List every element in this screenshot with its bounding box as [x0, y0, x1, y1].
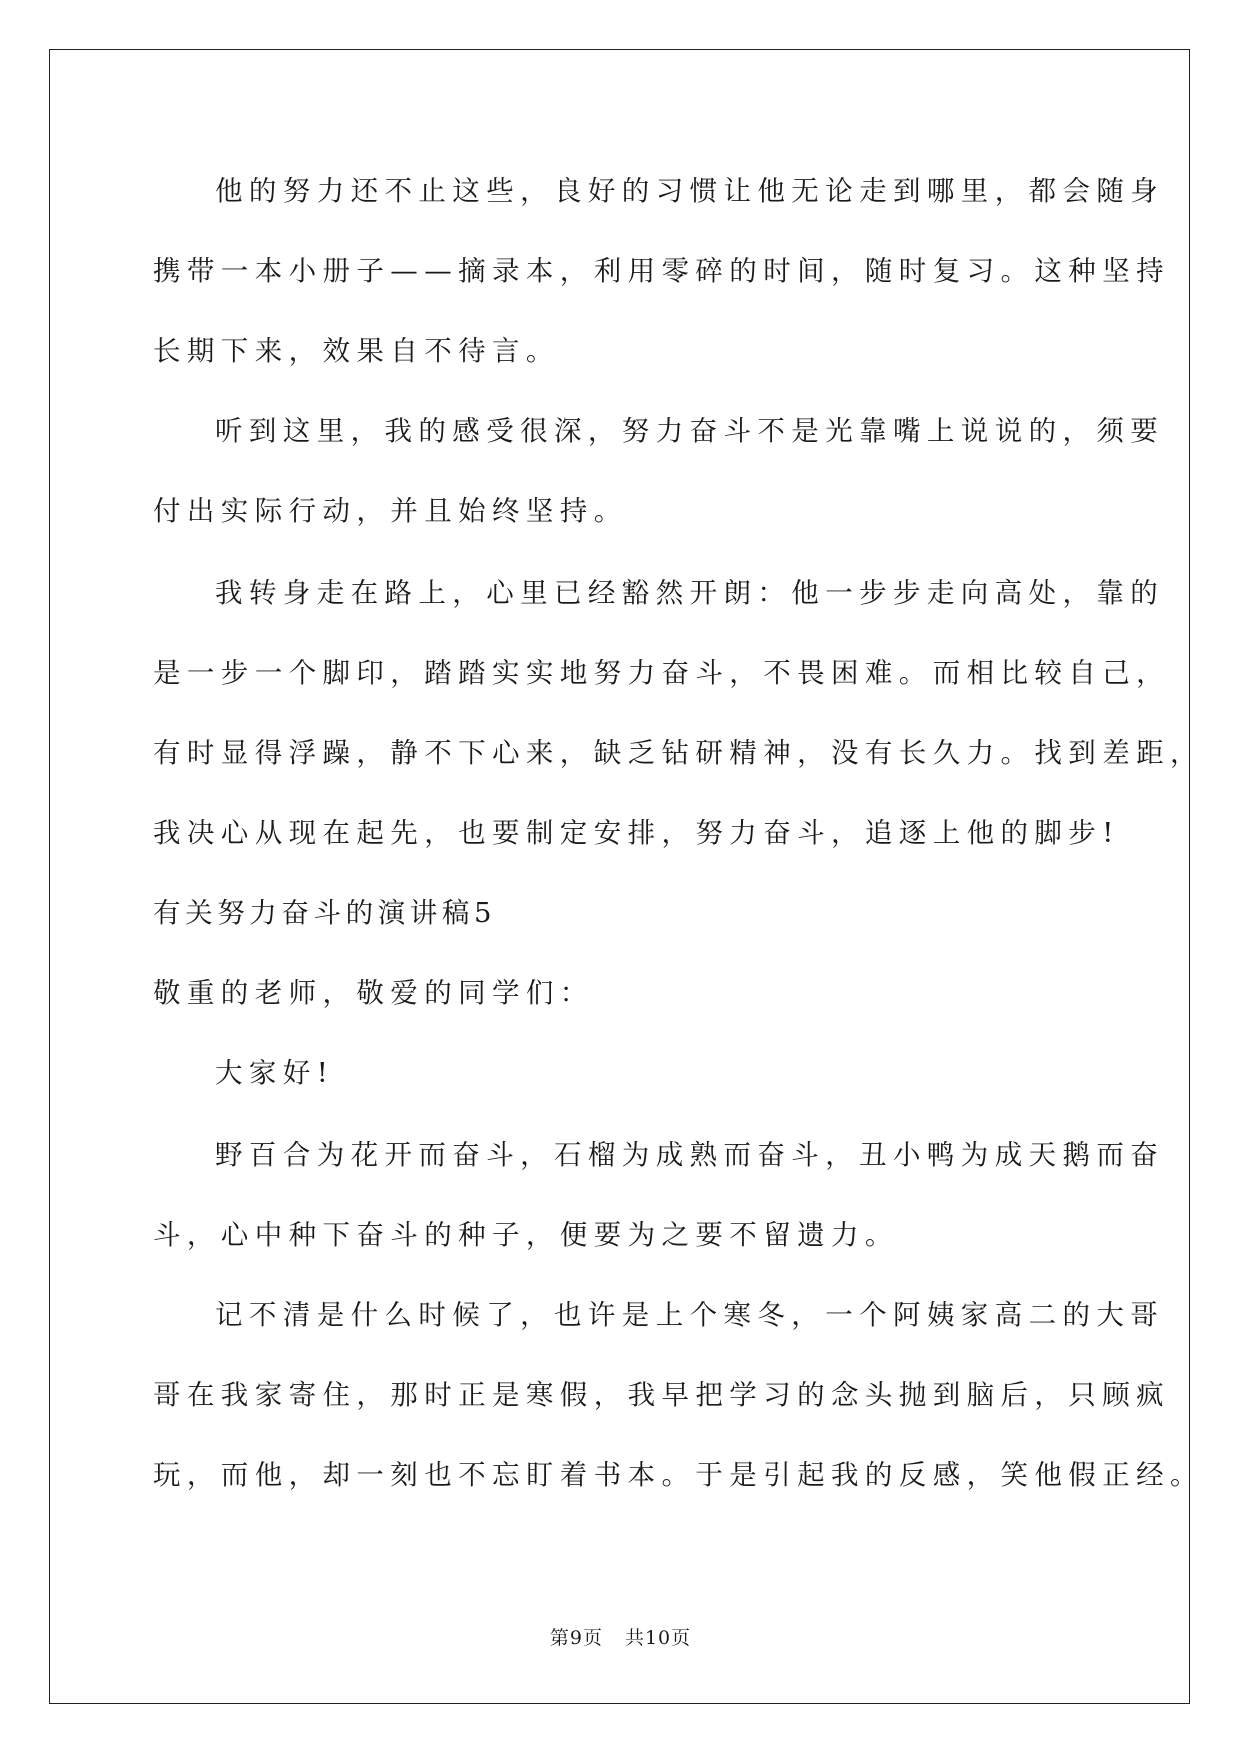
paragraph-1-line-1: 他的努力还不止这些，良好的习惯让他无论走到哪里，都会随身	[215, 175, 1165, 207]
paragraph-2-line-2: 付出实际行动，并且始终坚持。	[153, 495, 628, 527]
salutation: 敬重的老师，敬爱的同学们：	[153, 977, 594, 1009]
greeting: 大家好!	[215, 1057, 335, 1089]
page-total: 共10页	[624, 1627, 692, 1649]
paragraph-3-line-2: 是一步一个脚印，踏踏实实地努力奋斗，不畏困难。而相比较自己，	[153, 657, 1170, 689]
paragraph-3-line-1: 我转身走在路上，心里已经豁然开朗：他一步步走向高处，靠的	[215, 577, 1165, 609]
section-title: 有关努力奋斗的演讲稿5	[153, 897, 497, 929]
paragraph-1-line-2: 携带一本小册子——摘录本，利用零碎的时间，随时复习。这种坚持	[153, 255, 1170, 287]
paragraph-4-line-2: 斗，心中种下奋斗的种子，便要为之要不留遗力。	[153, 1219, 899, 1251]
paragraph-1-line-3: 长期下来，效果自不待言。	[153, 335, 560, 367]
paragraph-2-line-1: 听到这里，我的感受很深，努力奋斗不是光靠嘴上说说的，须要	[215, 415, 1165, 447]
page-number: 第9页	[549, 1627, 603, 1649]
paragraph-5-line-2: 哥在我家寄住，那时正是寒假，我早把学习的念头抛到脑后，只顾疯	[153, 1379, 1170, 1411]
paragraph-3-line-3: 有时显得浮躁，静不下心来，缺乏钻研精神，没有长久力。找到差距，	[153, 737, 1204, 769]
paragraph-5-line-3: 玩，而他，却一刻也不忘盯着书本。于是引起我的反感，笑他假正经。	[153, 1459, 1204, 1491]
paragraph-3-line-4: 我决心从现在起先，也要制定安排，努力奋斗，追逐上他的脚步!	[153, 817, 1120, 849]
page-border	[49, 49, 1190, 1704]
page-footer	[0, 1626, 1241, 1650]
paragraph-5-line-1: 记不清是什么时候了，也许是上个寒冬，一个阿姨家高二的大哥	[215, 1299, 1165, 1331]
paragraph-4-line-1: 野百合为花开而奋斗，石榴为成熟而奋斗，丑小鸭为成天鹅而奋	[215, 1139, 1165, 1171]
